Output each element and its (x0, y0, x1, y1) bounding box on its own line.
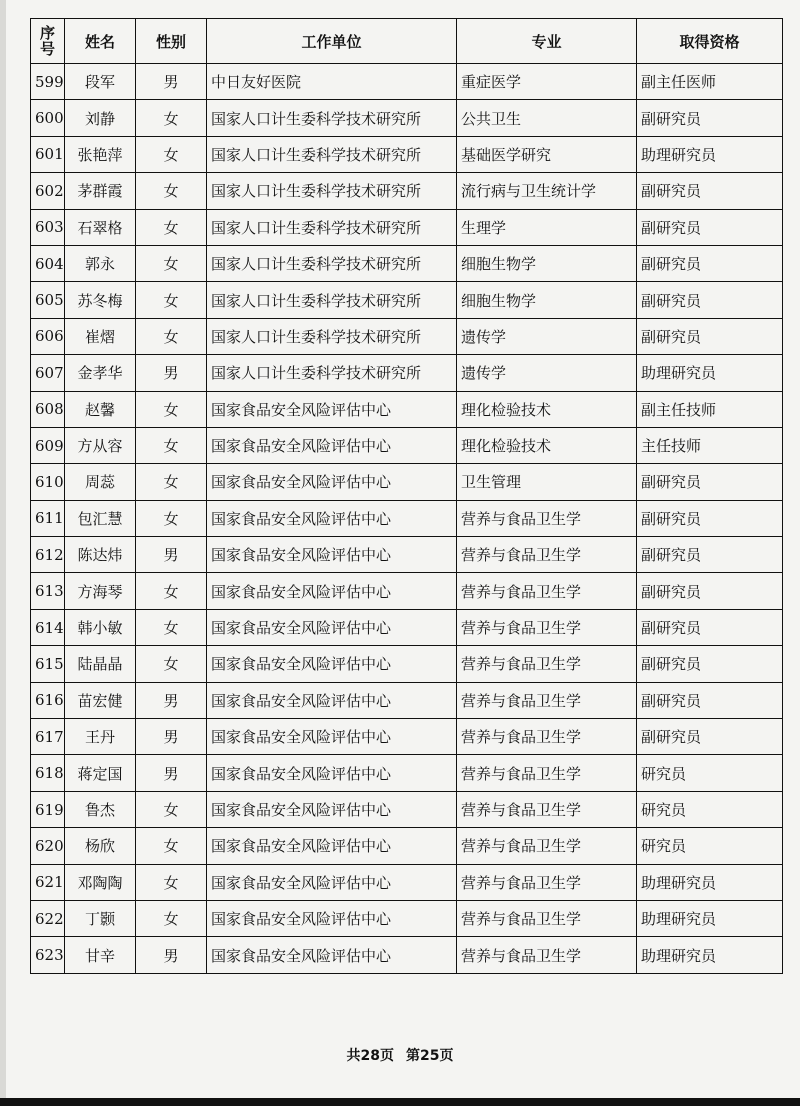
row-name: 苗宏健 (65, 682, 136, 718)
row-major: 理化检验技术 (457, 391, 637, 427)
row-seq: 623 (31, 937, 65, 973)
row-unit: 国家人口计生委科学技术研究所 (207, 136, 457, 172)
row-name: 鲁杰 (65, 791, 136, 827)
row-unit: 国家食品安全风险评估中心 (207, 427, 457, 463)
row-name: 苏冬梅 (65, 282, 136, 318)
row-qualification: 研究员 (637, 755, 783, 791)
row-gender: 男 (136, 937, 207, 973)
page-footer (0, 1045, 800, 1065)
table-row (31, 537, 783, 573)
table-row (31, 355, 783, 391)
row-major: 营养与食品卫生学 (457, 828, 637, 864)
row-seq: 622 (31, 900, 65, 936)
table-row (31, 900, 783, 936)
row-gender: 女 (136, 318, 207, 354)
row-major: 卫生管理 (457, 464, 637, 500)
row-seq: 608 (31, 391, 65, 427)
row-unit: 国家食品安全风险评估中心 (207, 864, 457, 900)
row-seq: 602 (31, 173, 65, 209)
header-unit: 工作单位 (207, 19, 457, 64)
table-row (31, 646, 783, 682)
row-unit: 国家食品安全风险评估中心 (207, 900, 457, 936)
row-name: 甘辛 (65, 937, 136, 973)
row-major: 基础医学研究 (457, 136, 637, 172)
row-name: 方海琴 (65, 573, 136, 609)
row-seq: 605 (31, 282, 65, 318)
row-name: 蒋定国 (65, 755, 136, 791)
row-unit: 国家食品安全风险评估中心 (207, 719, 457, 755)
row-name: 陆晶晶 (65, 646, 136, 682)
row-name: 韩小敏 (65, 609, 136, 645)
row-unit: 国家食品安全风险评估中心 (207, 609, 457, 645)
row-qualification: 助理研究员 (637, 355, 783, 391)
row-major: 重症医学 (457, 64, 637, 100)
row-qualification: 副研究员 (637, 500, 783, 536)
row-qualification: 助理研究员 (637, 864, 783, 900)
row-qualification: 副研究员 (637, 573, 783, 609)
row-unit: 国家食品安全风险评估中心 (207, 646, 457, 682)
row-gender: 女 (136, 100, 207, 136)
row-qualification: 副研究员 (637, 537, 783, 573)
row-name: 王丹 (65, 719, 136, 755)
current-page: 第25页 (406, 1048, 454, 1064)
row-name: 方从容 (65, 427, 136, 463)
row-major: 营养与食品卫生学 (457, 755, 637, 791)
row-gender: 女 (136, 573, 207, 609)
row-seq: 615 (31, 646, 65, 682)
row-major: 营养与食品卫生学 (457, 791, 637, 827)
row-gender: 男 (136, 355, 207, 391)
row-seq: 611 (31, 500, 65, 536)
row-qualification: 副研究员 (637, 682, 783, 718)
row-major: 遗传学 (457, 355, 637, 391)
row-major: 流行病与卫生统计学 (457, 173, 637, 209)
row-name: 郭永 (65, 245, 136, 281)
row-qualification: 副研究员 (637, 100, 783, 136)
row-gender: 女 (136, 464, 207, 500)
row-major: 遗传学 (457, 318, 637, 354)
row-seq: 610 (31, 464, 65, 500)
row-major: 营养与食品卫生学 (457, 937, 637, 973)
table-row (31, 464, 783, 500)
row-major: 细胞生物学 (457, 245, 637, 281)
row-qualification: 助理研究员 (637, 937, 783, 973)
row-unit: 国家人口计生委科学技术研究所 (207, 173, 457, 209)
table-body (31, 64, 783, 974)
row-gender: 男 (136, 64, 207, 100)
table-row (31, 682, 783, 718)
row-unit: 国家人口计生委科学技术研究所 (207, 100, 457, 136)
row-major: 营养与食品卫生学 (457, 573, 637, 609)
row-unit: 国家人口计生委科学技术研究所 (207, 245, 457, 281)
row-qualification: 助理研究员 (637, 136, 783, 172)
row-seq: 600 (31, 100, 65, 136)
row-name: 丁颢 (65, 900, 136, 936)
row-gender: 女 (136, 500, 207, 536)
row-seq: 620 (31, 828, 65, 864)
row-gender: 女 (136, 900, 207, 936)
table-row (31, 573, 783, 609)
row-name: 石翠格 (65, 209, 136, 245)
row-qualification: 副研究员 (637, 609, 783, 645)
row-unit: 国家食品安全风险评估中心 (207, 500, 457, 536)
row-unit: 国家食品安全风险评估中心 (207, 791, 457, 827)
row-qualification: 副研究员 (637, 282, 783, 318)
row-gender: 男 (136, 537, 207, 573)
row-name: 邓陶陶 (65, 864, 136, 900)
header-qualification: 取得资格 (637, 19, 783, 64)
row-major: 细胞生物学 (457, 282, 637, 318)
qualification-table (30, 18, 783, 974)
row-name: 刘静 (65, 100, 136, 136)
row-unit: 国家食品安全风险评估中心 (207, 573, 457, 609)
table-row (31, 609, 783, 645)
row-unit: 国家食品安全风险评估中心 (207, 537, 457, 573)
row-name: 陈达炜 (65, 537, 136, 573)
row-qualification: 副研究员 (637, 173, 783, 209)
row-qualification: 副研究员 (637, 719, 783, 755)
page-edge (0, 0, 6, 1106)
header-gender: 性别 (136, 19, 207, 64)
table-row (31, 500, 783, 536)
row-seq: 617 (31, 719, 65, 755)
row-seq: 618 (31, 755, 65, 791)
total-pages: 共28页 (346, 1048, 394, 1064)
row-name: 金孝华 (65, 355, 136, 391)
row-gender: 男 (136, 755, 207, 791)
row-unit: 国家人口计生委科学技术研究所 (207, 282, 457, 318)
row-major: 营养与食品卫生学 (457, 537, 637, 573)
row-seq: 609 (31, 427, 65, 463)
header-seq-label: 序 号 (39, 24, 55, 58)
header-name: 姓名 (65, 19, 136, 64)
row-major: 生理学 (457, 209, 637, 245)
row-seq: 607 (31, 355, 65, 391)
row-qualification: 研究员 (637, 791, 783, 827)
row-gender: 女 (136, 609, 207, 645)
row-gender: 女 (136, 391, 207, 427)
scan-bottom-edge (0, 1098, 800, 1106)
row-name: 包汇慧 (65, 500, 136, 536)
row-gender: 女 (136, 173, 207, 209)
row-name: 茅群霞 (65, 173, 136, 209)
row-gender: 女 (136, 427, 207, 463)
row-gender: 女 (136, 828, 207, 864)
row-qualification: 副主任技师 (637, 391, 783, 427)
row-major: 营养与食品卫生学 (457, 719, 637, 755)
row-seq: 604 (31, 245, 65, 281)
row-gender: 男 (136, 682, 207, 718)
row-seq: 616 (31, 682, 65, 718)
row-seq: 621 (31, 864, 65, 900)
row-major: 营养与食品卫生学 (457, 864, 637, 900)
table-row (31, 427, 783, 463)
table-row (31, 245, 783, 281)
row-unit: 国家食品安全风险评估中心 (207, 937, 457, 973)
row-name: 张艳萍 (65, 136, 136, 172)
row-gender: 男 (136, 719, 207, 755)
row-major: 营养与食品卫生学 (457, 900, 637, 936)
row-gender: 女 (136, 136, 207, 172)
row-name: 崔熠 (65, 318, 136, 354)
header-major: 专业 (457, 19, 637, 64)
table-row (31, 755, 783, 791)
table-row (31, 791, 783, 827)
row-gender: 女 (136, 646, 207, 682)
row-unit: 国家食品安全风险评估中心 (207, 682, 457, 718)
row-seq: 599 (31, 64, 65, 100)
row-unit: 国家人口计生委科学技术研究所 (207, 318, 457, 354)
row-gender: 女 (136, 864, 207, 900)
row-seq: 606 (31, 318, 65, 354)
row-unit: 国家食品安全风险评估中心 (207, 391, 457, 427)
table-header-row (31, 19, 783, 64)
table-row (31, 864, 783, 900)
row-qualification: 主任技师 (637, 427, 783, 463)
table-row (31, 318, 783, 354)
row-major: 营养与食品卫生学 (457, 609, 637, 645)
row-major: 公共卫生 (457, 100, 637, 136)
row-seq: 613 (31, 573, 65, 609)
header-seq (31, 19, 65, 64)
row-gender: 女 (136, 791, 207, 827)
row-name: 周蕊 (65, 464, 136, 500)
table-row (31, 209, 783, 245)
row-qualification: 副主任医师 (637, 64, 783, 100)
row-unit: 国家食品安全风险评估中心 (207, 755, 457, 791)
row-unit: 中日友好医院 (207, 64, 457, 100)
row-major: 营养与食品卫生学 (457, 646, 637, 682)
table-row (31, 719, 783, 755)
row-gender: 女 (136, 245, 207, 281)
row-seq: 601 (31, 136, 65, 172)
row-unit: 国家人口计生委科学技术研究所 (207, 355, 457, 391)
row-qualification: 副研究员 (637, 209, 783, 245)
row-seq: 614 (31, 609, 65, 645)
row-unit: 国家食品安全风险评估中心 (207, 828, 457, 864)
row-name: 段军 (65, 64, 136, 100)
table-row (31, 937, 783, 973)
table-row (31, 173, 783, 209)
row-seq: 603 (31, 209, 65, 245)
row-major: 理化检验技术 (457, 427, 637, 463)
row-gender: 女 (136, 209, 207, 245)
table-row (31, 100, 783, 136)
row-qualification: 研究员 (637, 828, 783, 864)
row-major: 营养与食品卫生学 (457, 500, 637, 536)
row-name: 赵馨 (65, 391, 136, 427)
row-qualification: 助理研究员 (637, 900, 783, 936)
row-gender: 女 (136, 282, 207, 318)
row-seq: 619 (31, 791, 65, 827)
row-qualification: 副研究员 (637, 646, 783, 682)
row-qualification: 副研究员 (637, 464, 783, 500)
row-seq: 612 (31, 537, 65, 573)
row-qualification: 副研究员 (637, 318, 783, 354)
row-name: 杨欣 (65, 828, 136, 864)
row-unit: 国家人口计生委科学技术研究所 (207, 209, 457, 245)
table-row (31, 282, 783, 318)
row-qualification: 副研究员 (637, 245, 783, 281)
table-row (31, 391, 783, 427)
row-major: 营养与食品卫生学 (457, 682, 637, 718)
table-row (31, 64, 783, 100)
table-row (31, 828, 783, 864)
table-row (31, 136, 783, 172)
row-unit: 国家食品安全风险评估中心 (207, 464, 457, 500)
